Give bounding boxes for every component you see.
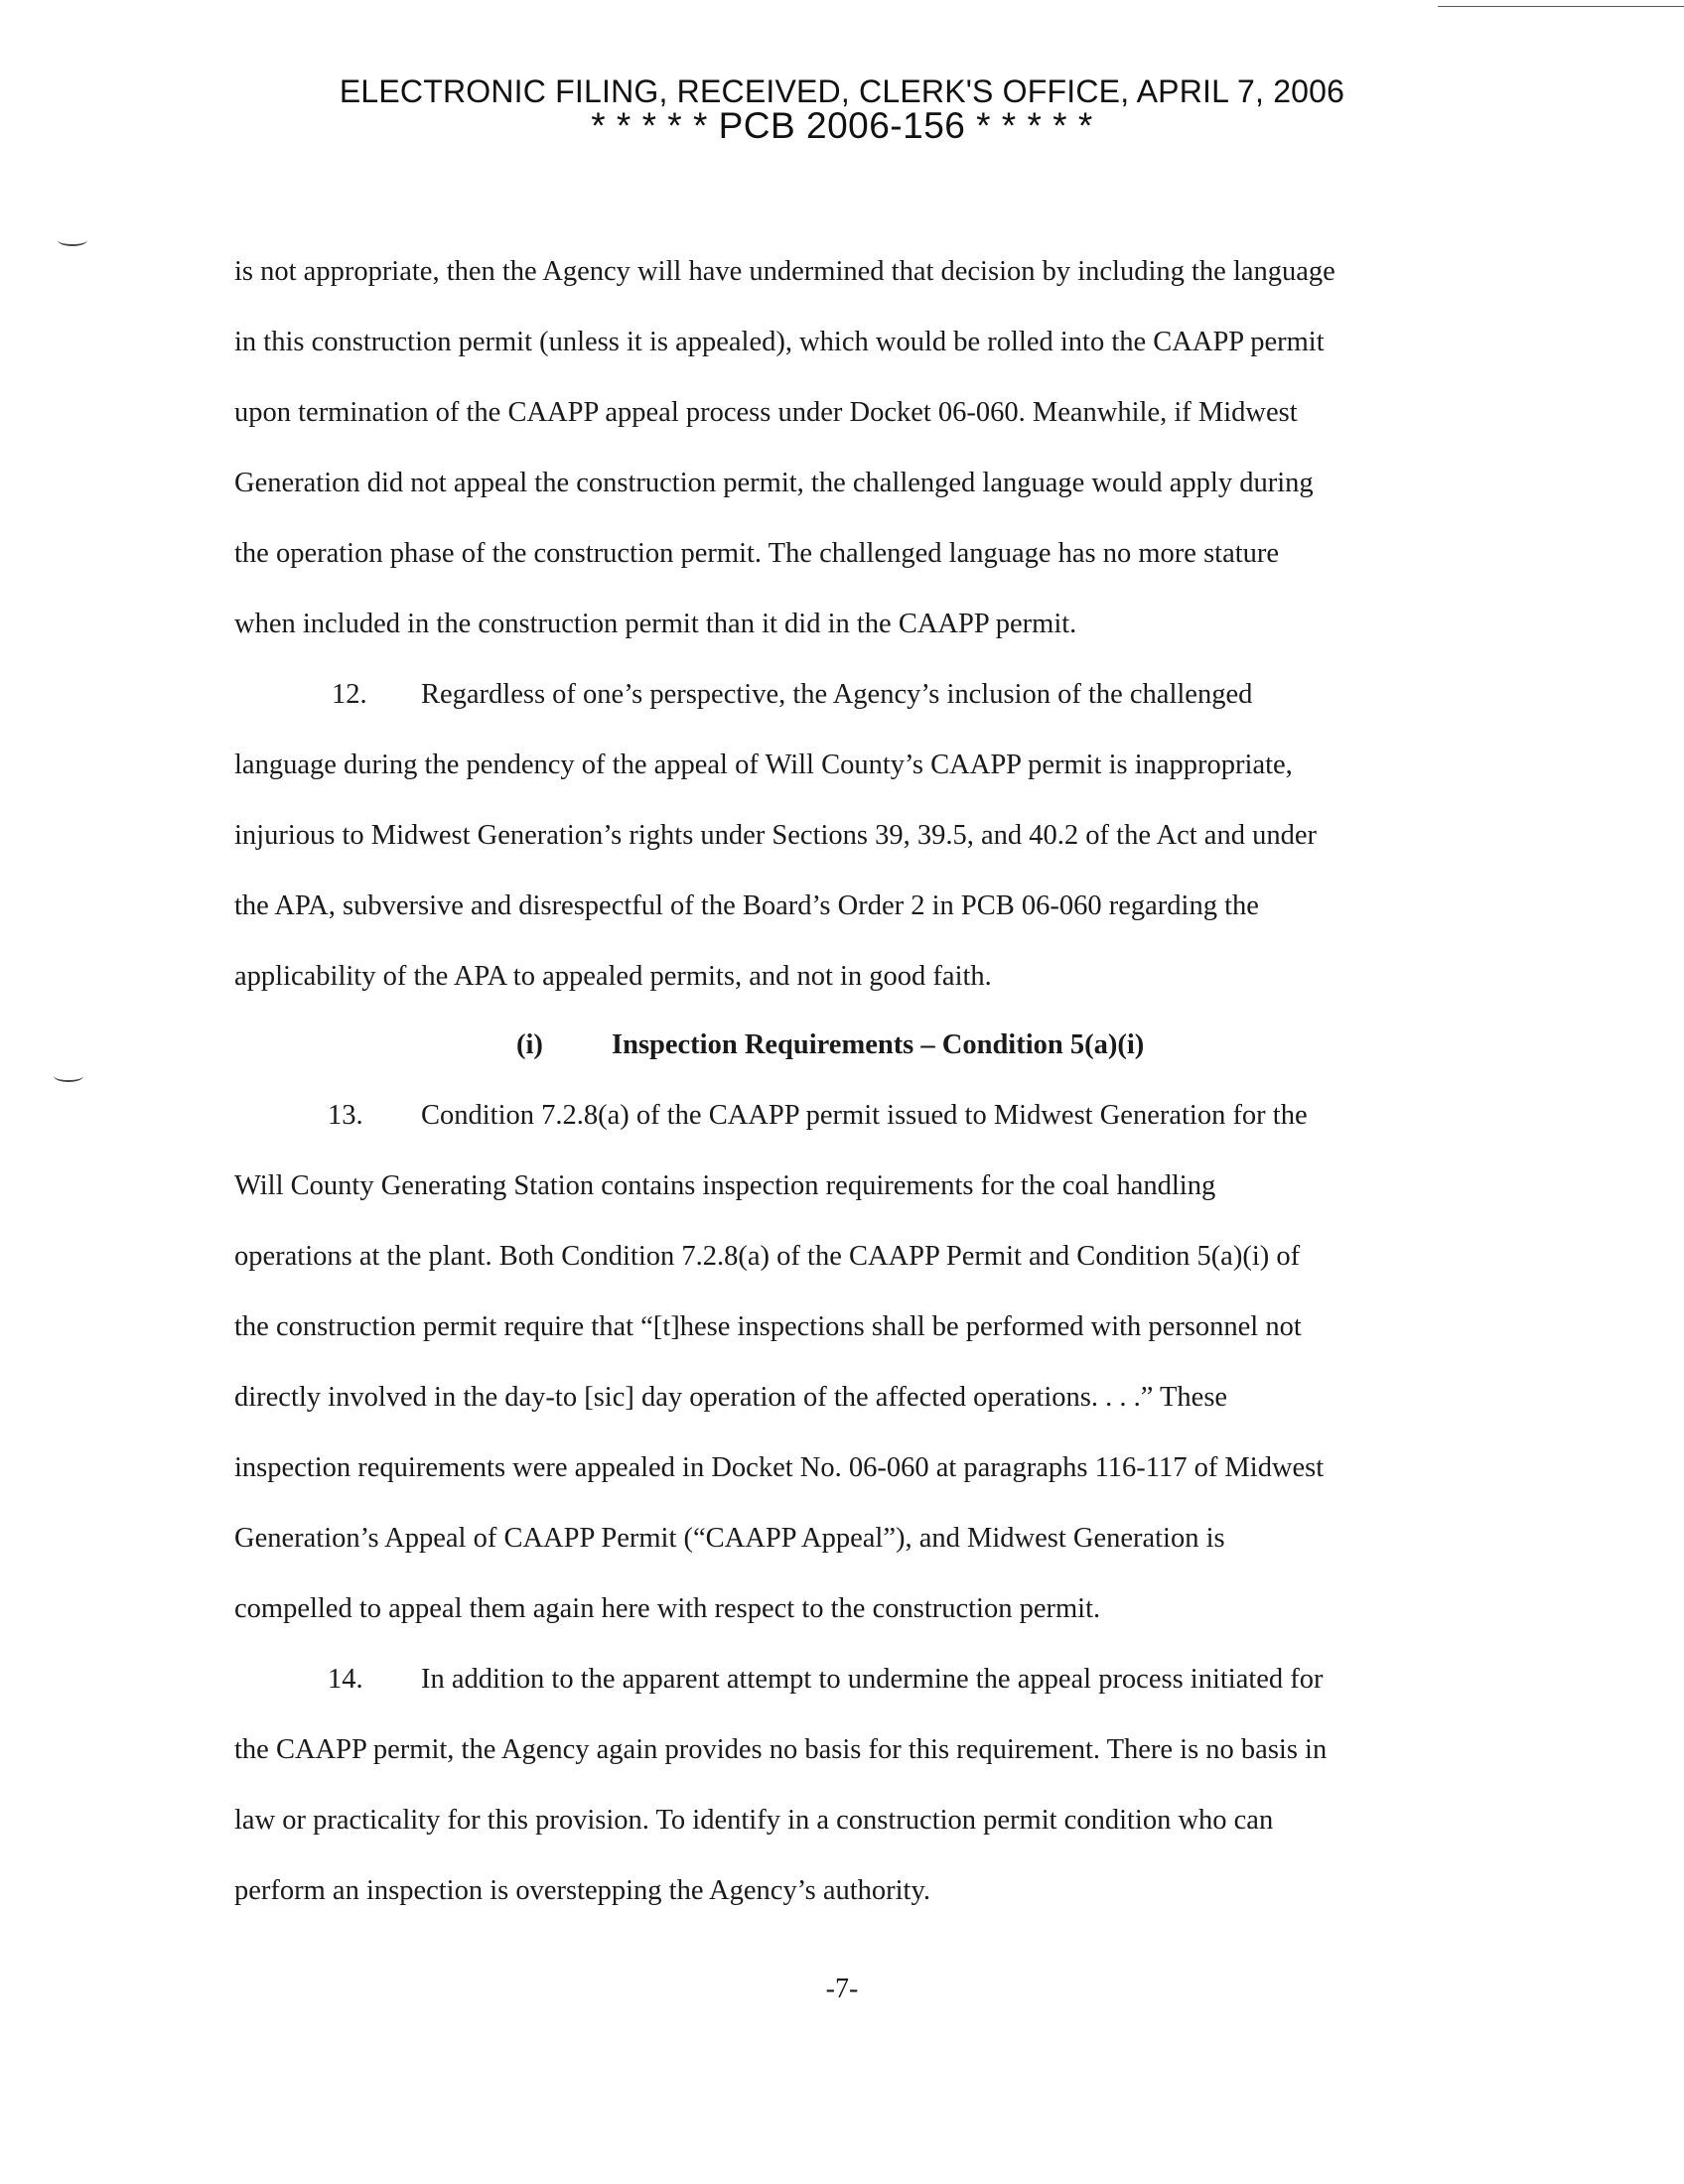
text-line: directly involved in the day-to [sic] day operation of the affected operations. . . .” These bbox=[234, 1382, 1228, 1413]
paragraph-number: 13. bbox=[328, 1100, 363, 1131]
text-line: applicability of the APA to appealed permits, and not in good faith. bbox=[234, 961, 992, 992]
text-line: compelled to appeal them again here with respect to the construction permit. bbox=[234, 1593, 1101, 1624]
text-line: Will County Generating Station contains inspection requirements for the coal handling bbox=[234, 1170, 1216, 1201]
paragraph-number: 14. bbox=[328, 1664, 363, 1695]
text-line: perform an inspection is overstepping the Agency’s authority. bbox=[234, 1875, 930, 1906]
text-line: the operation phase of the construction permit. The challenged language has no more stature bbox=[234, 538, 1280, 569]
text-line: the APA, subversive and disrespectful of the Board’s Order 2 in PCB 06-060 regarding the bbox=[234, 890, 1259, 921]
text-line: Condition 7.2.8(a) of the CAAPP permit issued to Midwest Generation for the bbox=[421, 1100, 1308, 1131]
scan-edge-rule bbox=[1438, 6, 1684, 7]
text-line: upon termination of the CAAPP appeal process under Docket 06-060. Meanwhile, if Midwest bbox=[234, 397, 1298, 428]
document-body bbox=[234, 0, 1456, 2184]
text-line: the construction permit require that “[t]hese inspections shall be performed with personnel not bbox=[234, 1311, 1302, 1342]
section-heading-number: (i) bbox=[516, 1029, 543, 1060]
text-line: injurious to Midwest Generation’s rights under Sections 39, 39.5, and 40.2 of the Act and under bbox=[234, 820, 1317, 851]
text-line: language during the pendency of the appeal of Will County’s CAAPP permit is inappropriate, bbox=[234, 750, 1293, 780]
text-line: In addition to the apparent attempt to undermine the appeal process initiated for bbox=[421, 1664, 1324, 1695]
margin-mark bbox=[54, 1070, 83, 1082]
text-line: in this construction permit (unless it is appealed), which would be rolled into the CAAPP permit bbox=[234, 327, 1325, 357]
text-line: operations at the plant. Both Condition 7.2.8(a) of the CAAPP Permit and Condition 5(a)(i) of bbox=[234, 1241, 1301, 1272]
text-line: Generation did not appeal the construction permit, the challenged language would apply during bbox=[234, 468, 1314, 498]
margin-mark bbox=[58, 234, 87, 246]
text-line: Regardless of one’s perspective, the Agency’s inclusion of the challenged bbox=[421, 679, 1253, 710]
section-heading: Inspection Requirements – Condition 5(a)(i) bbox=[612, 1029, 1145, 1060]
docket-number: * * * * * PCB 2006-156 * * * * * bbox=[591, 105, 1093, 146]
text-line: Generation’s Appeal of CAAPP Permit (“CAAPP Appeal”), and Midwest Generation is bbox=[234, 1523, 1225, 1554]
text-line: law or practicality for this provision. To identify in a construction permit condition who can bbox=[234, 1805, 1274, 1836]
text-line: when included in the construction permit than it did in the CAAPP permit. bbox=[234, 609, 1077, 639]
text-line: is not appropriate, then the Agency will have undermined that decision by including the language bbox=[234, 256, 1335, 287]
text-line: the CAAPP permit, the Agency again provides no basis for this requirement. There is no basis in bbox=[234, 1734, 1328, 1765]
paragraph-number: 12. bbox=[332, 679, 367, 710]
filing-stamp: ELECTRONIC FILING, RECEIVED, CLERK'S OFFICE, APRIL 7, 2006 bbox=[339, 73, 1345, 109]
text-line: inspection requirements were appealed in Docket No. 06-060 at paragraphs 116-117 of Midwest bbox=[234, 1452, 1325, 1483]
page-number: -7- bbox=[825, 1974, 859, 2004]
